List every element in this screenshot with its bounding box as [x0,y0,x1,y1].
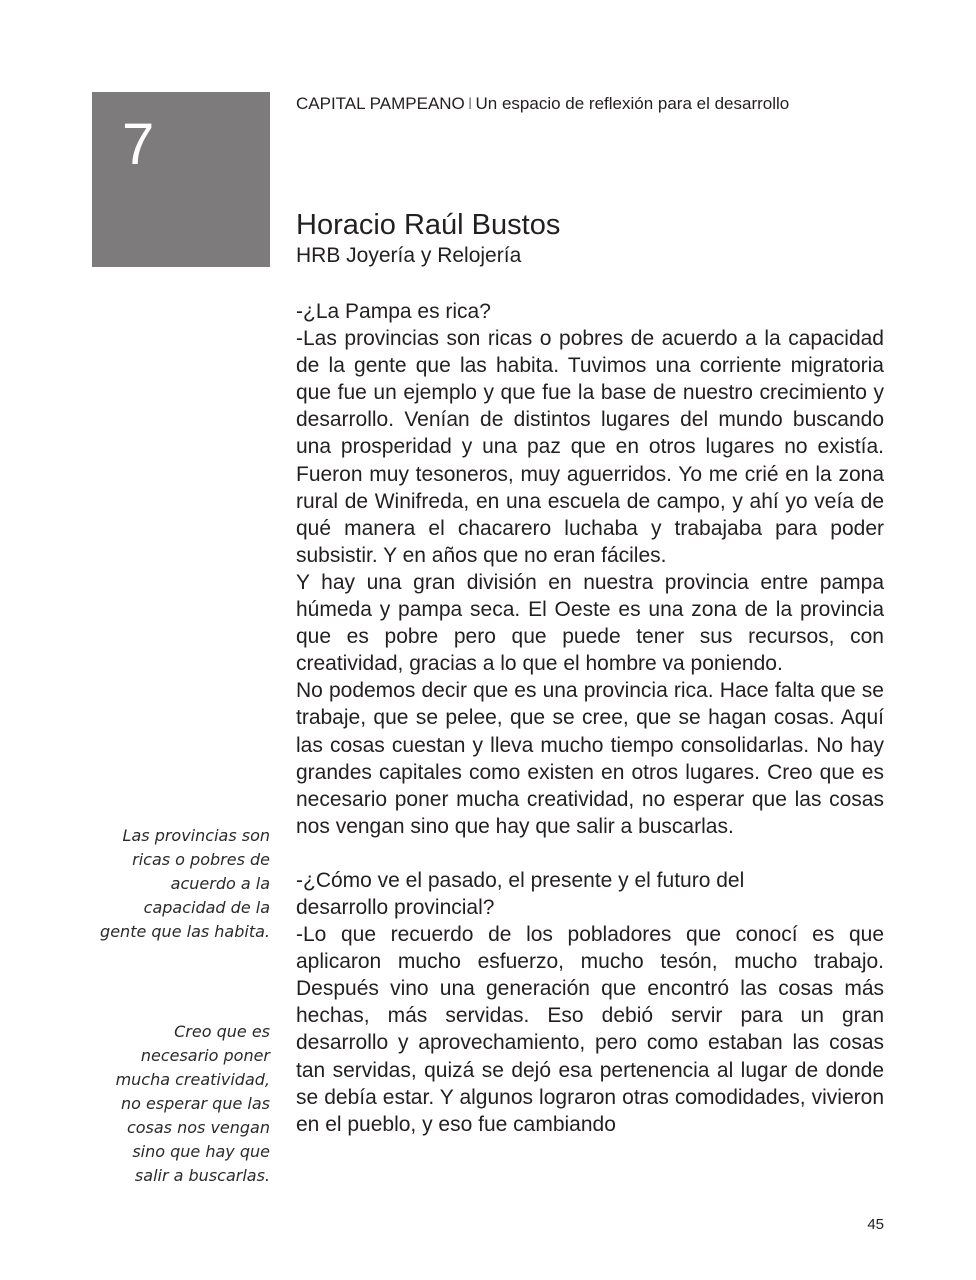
publication-subtitle: Un espacio de reflexión para el desarrollo [475,94,790,113]
question-1: -¿La Pampa es rica? [296,300,491,323]
chapter-box [92,92,270,267]
pullquote-2: Creo que es necesario poner mucha creatividad, no esperar que las cosas nos vengan sino que hay que salir a buscarlas. [115,1022,270,1185]
interview-body [296,298,884,1138]
author-name: Horacio Raúl Bustos [296,209,561,241]
answer-1-paragraph-3: No podemos decir que es una provincia rica. Hace falta que se trabaje, que se pelee, que se cree, que se hagan cosas. Aquí las cosas cuestan y lleva mucho tiempo consolidarlas. No hay grandes capitales como existen en otros lugares. Creo que es necesario poner mucha creatividad, no esperar que las cosas nos vengan sino que hay que salir a buscarlas. [296,679,884,838]
header-separator: I [467,94,473,113]
page-number: 45 [867,1216,884,1233]
answer-2-paragraph-1: -Lo que recuerdo de los pobladores que conocí es que aplicaron mucho esfuerzo, mucho tesón, mucho trabajo. Después vino una generación que encontró las cosas más hechas, más servidas. Eso debió servir para un gran desarrollo y aprovechamiento, pero como estaban las cosas tan servidas, quizá se dejó esa pertenencia al lugar de donde se debía estar. Y algunos lograron otras comodidades, vivieron en el pueblo, y eso fue cambiando [296,923,884,1136]
answer-1-paragraph-1: -Las provincias son ricas o pobres de acuerdo a la capacidad de la gente que las habita. Tuvimos una corriente migratoria que fue un ejemplo y que fue la base de nuestro crecimiento y desarrollo. Venían de distintos lugares del mundo buscando una prosperidad y una paz que en otros lugares no existía. Fueron muy tesoneros, muy aguerridos. Yo me crié en la zona rural de Winifreda, en una escuela de campo, y ahí yo veía de qué manera el chacarero luchaba y trabajaba para poder subsistir. Y en años que no eran fáciles. [296,327,884,567]
chapter-number: 7 [122,112,155,177]
paragraph-gap [296,840,884,867]
publication-name: CAPITAL PAMPEANO [296,94,465,113]
pullquote-1: Las provincias son ricas o pobres de acuerdo a la capacidad de la gente que las habita. [100,826,270,941]
answer-1-paragraph-2: Y hay una gran división en nuestra provincia entre pampa húmeda y pampa seca. El Oeste es una zona de la provincia que es pobre pero que puede tener sus recursos, con creatividad, gracias a lo que el hombre va poniendo. [296,570,884,676]
author-company: HRB Joyería y Relojería [296,244,522,267]
running-header [296,93,896,115]
question-2: -¿Cómo ve el pasado, el presente y el futuro del desarrollo provincial? [296,868,745,919]
